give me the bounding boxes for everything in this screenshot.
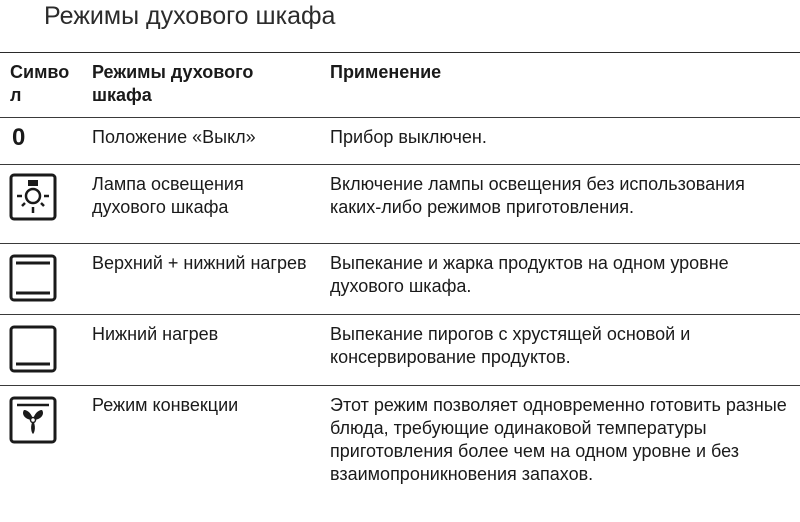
usage-cell: Этот режим позволяет одновременно готовить разные блюда, требующие одинаковой температуры приготовления более чем на одном уровне и без взаимопроникновения запахов.	[330, 395, 787, 484]
oven-lamp-icon	[9, 173, 57, 221]
table-row	[0, 314, 800, 385]
bottom-heat-icon	[9, 325, 57, 373]
usage-cell: Выпекание пирогов с хрустящей основой и консервирование продуктов.	[330, 324, 691, 367]
usage-cell: Включение лампы освещения без использования каких-либо режимов приготовления.	[330, 174, 745, 217]
mode-cell: Верхний + нижний нагрев	[92, 253, 307, 273]
header-symbol: Симво л	[10, 62, 70, 105]
table-row	[0, 243, 800, 314]
mode-cell: Режим конвекции	[92, 395, 239, 415]
off-zero-icon: 0	[12, 124, 26, 151]
convection-fan-icon	[9, 396, 57, 444]
usage-cell: Прибор выключен.	[330, 127, 487, 147]
table-header-row	[0, 52, 800, 117]
header-usage: Применение	[330, 62, 442, 82]
mode-cell: Положение «Выкл»	[92, 127, 256, 147]
table-row	[0, 117, 800, 164]
usage-cell: Выпекание и жарка продуктов на одном уровне духового шкафа.	[330, 253, 729, 296]
mode-cell: Лампа освещения духового шкафа	[92, 174, 244, 217]
top-bottom-heat-icon	[9, 254, 57, 302]
table-row	[0, 385, 800, 522]
page-title: Режимы духового шкафа	[44, 2, 336, 30]
table-row	[0, 164, 800, 243]
oven-modes-table	[0, 52, 800, 522]
mode-cell: Нижний нагрев	[92, 324, 219, 344]
header-mode: Режимы духового шкафа	[92, 62, 254, 105]
